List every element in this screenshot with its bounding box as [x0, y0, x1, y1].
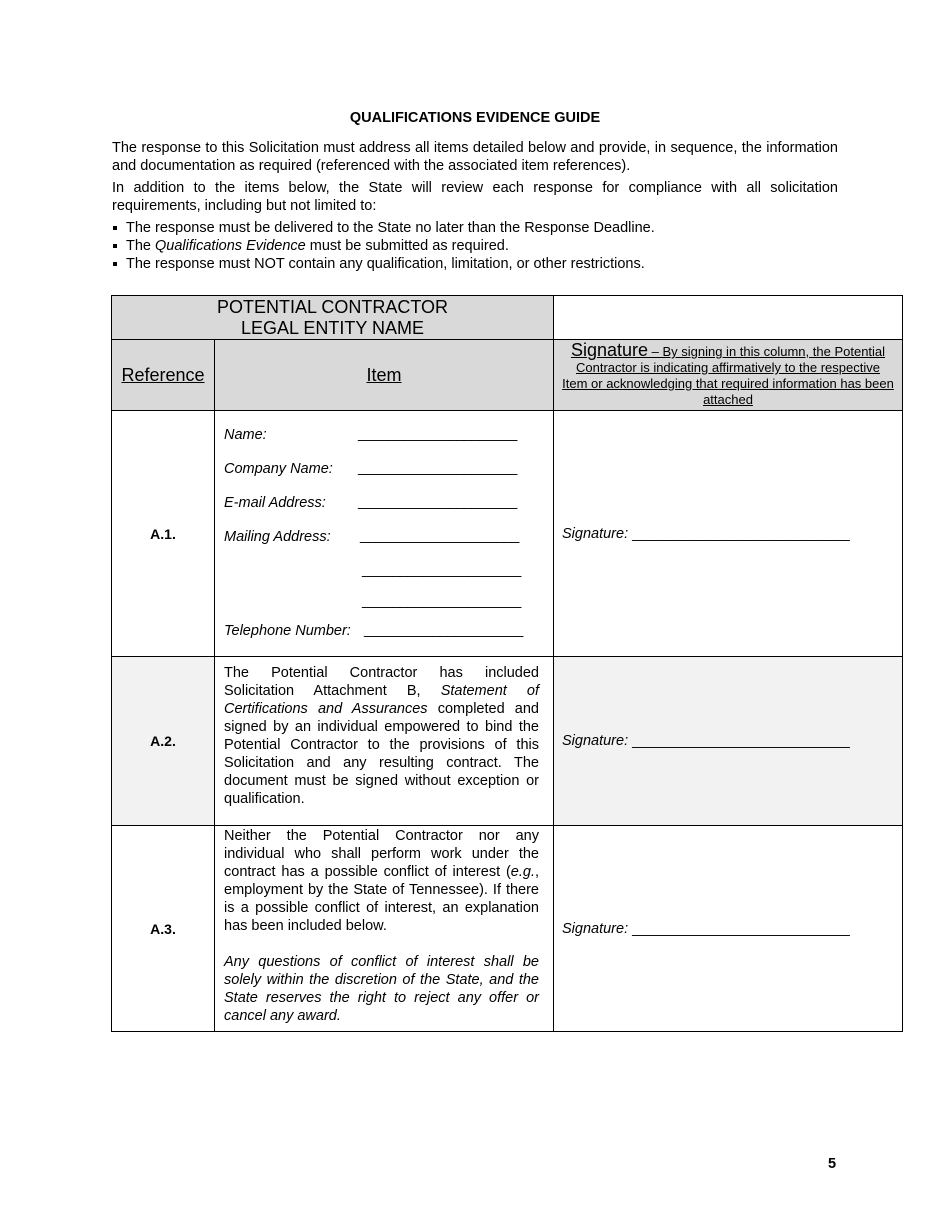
signature-cell-a2	[554, 657, 903, 826]
telephone-field[interactable]: _____________________	[364, 622, 523, 638]
item-column-header: Item	[215, 340, 554, 411]
qualifications-table	[111, 295, 903, 1032]
signature-field-a3[interactable]: ___________________________	[632, 920, 850, 937]
name-field[interactable]: _____________________	[358, 426, 517, 442]
header-row	[112, 340, 903, 411]
list-item-text: The response must NOT contain any qualification, limitation, or other restrictions.	[126, 256, 645, 272]
name-label: Name:	[224, 427, 267, 443]
reference-a1: A.1.	[112, 411, 215, 657]
intro-paragraph-2: In addition to the items below, the State will review each response for compliance with all solicitation requirements, including but not limited to:	[112, 180, 838, 214]
list-item-emphasis: Qualifications Evidence	[155, 238, 306, 254]
table-row-a3	[112, 826, 903, 1032]
item-text-a3: Neither the Potential Contractor nor any individual who shall perform work under the contract has a possible conflict of interest (e.g., employment by the State of Tennessee). If there is a possible conflict of interest, an explanation has been included below. Any questions of conflict of interest shall be solely within the discretion of the State, and the State reserves the right to reject any offer or cancel any award.	[215, 826, 554, 1032]
legal-entity-name-header	[112, 296, 554, 340]
list-item	[112, 255, 838, 273]
page-number: 5	[828, 1156, 837, 1172]
list-item	[112, 237, 838, 255]
reference-a3: A.3.	[112, 826, 215, 1032]
entity-row	[112, 296, 903, 340]
mailing-address-field-2[interactable]: _____________________	[362, 562, 521, 578]
bullet-icon	[113, 226, 117, 230]
mailing-address-label: Mailing Address:	[224, 529, 331, 545]
signature-label: Signature:	[562, 525, 629, 542]
list-item-text: The response must be delivered to the State no later than the Response Deadline.	[126, 220, 655, 236]
contact-info-cell	[215, 411, 554, 657]
signature-cell-a1	[554, 411, 903, 657]
email-field[interactable]: _____________________	[358, 494, 517, 510]
signature-field-a2[interactable]: ___________________________	[632, 733, 850, 749]
reference-a2: A.2.	[112, 657, 215, 826]
bullet-icon	[113, 262, 117, 266]
list-item	[112, 219, 838, 237]
entity-line-1: POTENTIAL CONTRACTOR	[216, 296, 449, 317]
conflict-of-interest-note: Any questions of conflict of interest shall be solely within the discretion of the State, and the State reserves the right to reject any offer or cancel any award.	[224, 954, 539, 1024]
intro-paragraph-1: The response to this Solicitation must address all items detailed below and provide, in sequence, the information and documentation as required (referenced with the associated item references).	[112, 140, 838, 174]
entity-line-2: LEGAL ENTITY NAME	[240, 317, 425, 338]
requirements-list	[112, 219, 838, 273]
legal-entity-name-field[interactable]	[554, 296, 903, 340]
signature-header-title: Signature	[570, 340, 649, 360]
mailing-address-field-3[interactable]: _____________________	[362, 593, 521, 609]
signature-field-a1[interactable]: ___________________________	[632, 525, 850, 542]
signature-column-header	[554, 340, 903, 411]
bullet-icon	[113, 244, 117, 248]
email-label: E-mail Address:	[224, 495, 326, 511]
item-text-a2: The Potential Contractor has included Solicitation Attachment B, Statement of Certifications and Assurances completed and signed by an individual empowered to bind the Potential Contractor to the provisions of this Solicitation and any resulting contract. The document must be signed without exception or qualification.	[215, 657, 554, 826]
reference-column-header: Reference	[112, 340, 215, 411]
list-item-text: The	[126, 238, 156, 254]
signature-header-description: – By signing in this column, the Potential Contractor is indicating affirmatively to the respective Item or acknowledging that required information has been attached	[562, 344, 894, 407]
signature-label: Signature:	[562, 920, 629, 937]
page-title: QUALIFICATIONS EVIDENCE GUIDE	[349, 110, 601, 126]
company-name-field[interactable]: _____________________	[358, 460, 517, 476]
telephone-label: Telephone Number:	[224, 623, 351, 639]
list-item-text: must be submitted as required.	[305, 238, 509, 254]
signature-label: Signature:	[562, 733, 629, 749]
table-row-a1	[112, 411, 903, 657]
signature-cell-a3	[554, 826, 903, 1032]
table-row-a2	[112, 657, 903, 826]
company-name-label: Company Name:	[224, 461, 333, 477]
mailing-address-field-1[interactable]: _____________________	[360, 528, 519, 544]
